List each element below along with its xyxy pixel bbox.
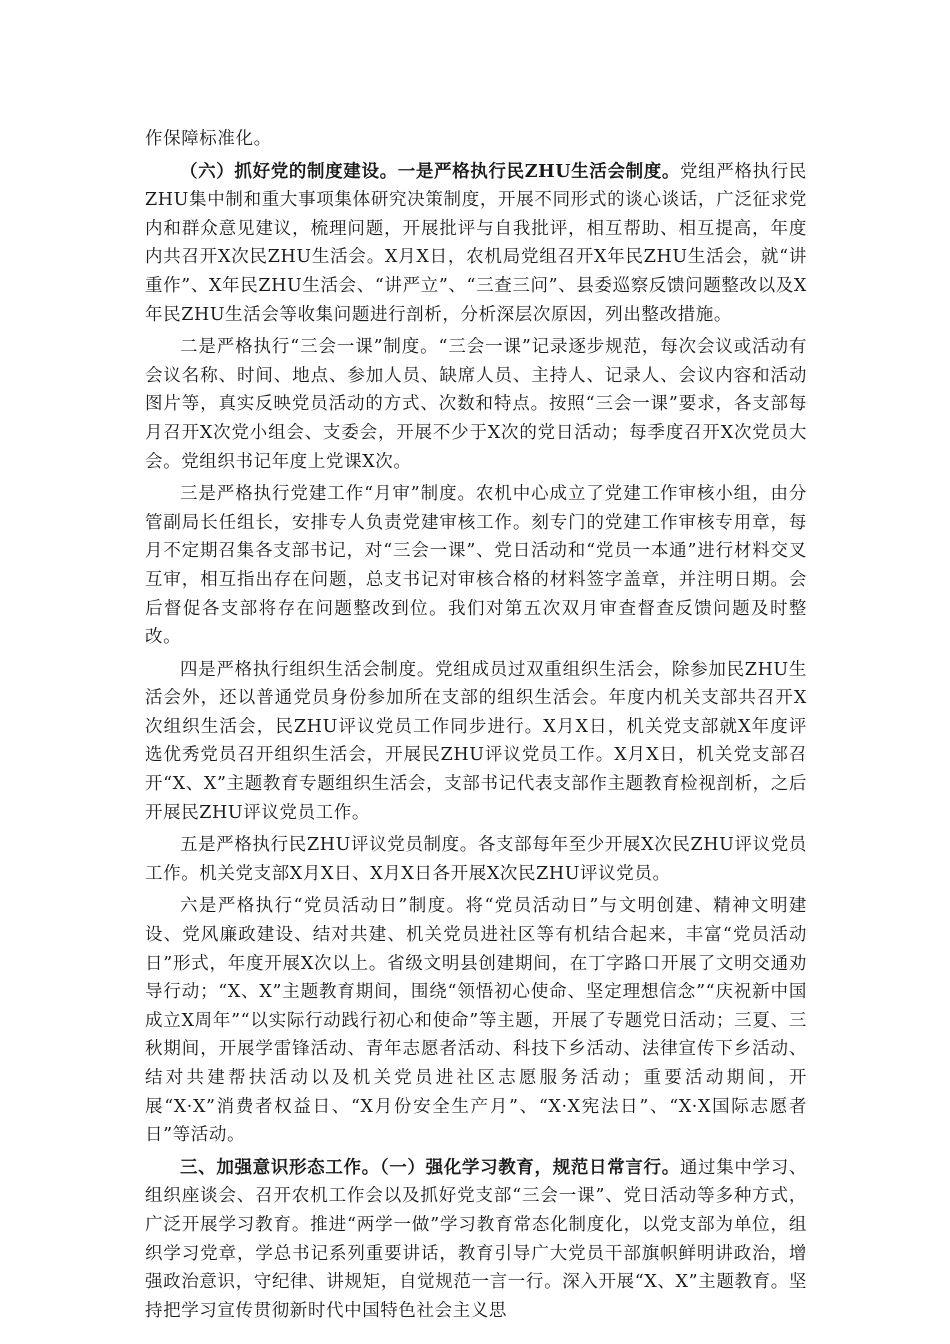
paragraph-text: 通过集中学习、组织座谈会、召开农机工作会以及抓好党支部“三会一课”、党日活动等多种方式，广泛开展学习教育。推进“两学一做”学习教育常态化制度化，以党支部为单位，组织学习党章，学总书记系列重要讲话，教育引导广大党员干部旗帜鲜明讲政治，增强政治意识，守纪律、讲规矩，自觉规范一言一行。深入开展“X、X”主题教育。坚持把学习宣传贯彻新时代中国特色社会主义思: [145, 1157, 807, 1321]
paragraph-section-6: [145, 158, 807, 330]
paragraph-section-3: [145, 1154, 807, 1326]
paragraph-text: 三是严格执行党建工作“月审”制度。农机中心成立了党建工作审核小组，由分管副局长任组长，安排专人负责党建审核工作。刻专门的党建工作审核专用章，每月不定期召集各支部书记，对“三会一课”、党日活动和“党员一本通”进行材料交叉互审，相互指出存在问题，总支书记对审核合格的材料签字盖章，并注明日期。会后督促各支部将存在问题整改到位。我们对第五次双月审查督查反馈问题及时整改。: [145, 484, 807, 648]
paragraph-item-6: [145, 892, 807, 1149]
paragraph-text: 党组严格执行民ZHU集中制和重大事项集体研究决策制度，开展不同形式的谈心谈话，广泛征求党内和群众意见建议，梳理问题，开展批评与自我批评，相互帮助、相互提高，年度内共召开X次民ZHU生活会。X月X日，农机局党组召开X年民ZHU生活会，就“讲重作”、X年民ZHU生活会、“讲严立”、“三查三问”、县委巡察反馈问题整改以及X年民ZHU生活会等收集问题进行剖析，分析深层次原因，列出整改措施。: [145, 161, 807, 325]
paragraph-text: 作保障标准化。: [145, 129, 272, 149]
paragraph-item-5: [145, 831, 807, 888]
paragraph-heading: （六）抓好党的制度建设。一是严格执行民ZHU生活会制度。: [180, 161, 681, 182]
paragraph-continuation: [145, 125, 807, 154]
paragraph-item-3: [145, 480, 807, 652]
document-body: [145, 125, 807, 1329]
paragraph-item-2: [145, 333, 807, 476]
paragraph-text: 二是严格执行“三会一课”制度。“三会一课”记录逐步规范，每次会议或活动有会议名称、时间、地点、参加人员、缺席人员、主持人、记录人、会议内容和活动图片等，真实反映党员活动的方式、次数和特点。按照“三会一课”要求，各支部每月召开X次党小组会、支委会，开展不少于X次的党日活动；每季度召开X次党员大会。党组织书记年度上党课X次。: [145, 337, 807, 472]
paragraph-text: 六是严格执行“党员活动日”制度。将“党员活动日”与文明创建、精神文明建设、党风廉政建设、结对共建、机关党员进社区等有机结合起来，丰富“党员活动日”形式，年度开展X次以上。省级文明县创建期间，在丁字路口开展了文明交通劝导行动；“X、X”主题教育期间，围绕“领悟初心使命、坚定理想信念”“庆祝新中国成立X周年”“以实际行动践行初心和使命”等主题，开展了专题党日活动；三夏、三秋期间，开展学雷锋活动、青年志愿者活动、科技下乡活动、法律宣传下乡活动、结对共建帮扶活动以及机关党员进社区志愿服务活动；重要活动期间，开展“X·X”消费者权益日、“X月份安全生产月”、“X·X宪法日”、“X·X国际志愿者日”等活动。: [145, 896, 807, 1146]
paragraph-item-4: [145, 656, 807, 828]
paragraph-text: 四是严格执行组织生活会制度。党组成员过双重组织生活会，除参加民ZHU生活会外，还以普通党员身份参加所在支部的组织生活会。年度内机关支部共召开X次组织生活会，民ZHU评议党员工作同步进行。X月X日，机关党支部就X年度评选优秀党员召开组织生活会，开展民ZHU评议党员工作。X月X日，机关党支部召开“X、X”主题教育专题组织生活会，支部书记代表支部作主题教育检视剖析，之后开展民ZHU评议党员工作。: [145, 659, 807, 823]
paragraph-heading: 三、加强意识形态工作。（一）强化学习教育，规范日常言行。: [180, 1157, 680, 1178]
paragraph-text: 五是严格执行民ZHU评议党员制度。各支部每年至少开展X次民ZHU评议党员工作。机关党支部X月X日、X月X日各开展X次民ZHU评议党员。: [145, 835, 807, 884]
